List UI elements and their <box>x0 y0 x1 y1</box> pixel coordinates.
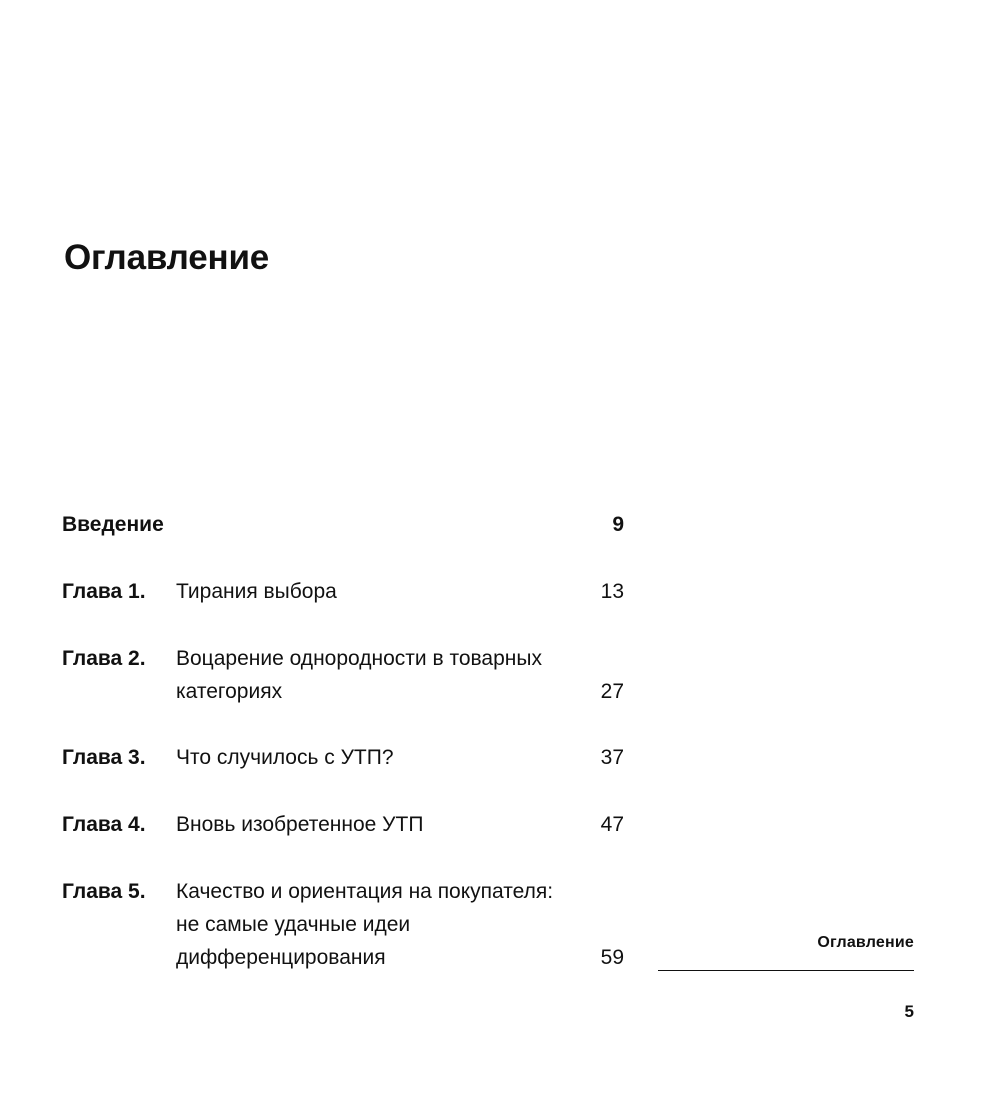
toc-entry-title <box>176 741 596 774</box>
toc-entry-label: Глава 4. <box>62 813 146 836</box>
page-number: 5 <box>904 1002 914 1021</box>
running-head: Оглавление <box>817 934 914 951</box>
toc-entry-title-line: категориях <box>176 680 283 703</box>
toc-entry-label: Глава 1. <box>62 580 146 603</box>
toc-entry-page: 27 <box>600 680 624 703</box>
toc-entry-title <box>176 875 596 974</box>
toc-entry-page: 13 <box>600 580 624 603</box>
toc-entry-title-line: дифференцирования <box>176 946 386 969</box>
toc-entry-title <box>176 642 596 708</box>
toc-entry-page: 37 <box>600 746 624 769</box>
toc-entry-label: Глава 3. <box>62 746 146 769</box>
toc-entry-title-line: Вновь изобретенное УТП <box>176 813 424 836</box>
toc-entry-title-line: Что случилось с УТП? <box>176 746 394 769</box>
toc-entry-label: Глава 5. <box>62 880 146 903</box>
toc-entry-title-line: Качество и ориентация на покупателя: <box>176 880 554 903</box>
toc-entry-title-line: не самые удачные идеи <box>176 913 411 936</box>
toc-entry-page: 47 <box>600 813 624 836</box>
toc-entry-title <box>176 575 596 608</box>
toc-entry-label: Глава 2. <box>62 647 146 670</box>
toc-entry-page: 9 <box>612 513 624 536</box>
toc-entry-title <box>176 808 596 841</box>
toc-entry-title-line: Тирания выбора <box>176 580 337 603</box>
toc-entry-title-line: Воцарение однородности в товарных <box>176 647 542 670</box>
page-title: Оглавление <box>64 238 270 277</box>
toc-entry-label: Введение <box>62 513 164 536</box>
toc-entry-page: 59 <box>600 946 624 969</box>
running-head-rule <box>658 970 914 971</box>
